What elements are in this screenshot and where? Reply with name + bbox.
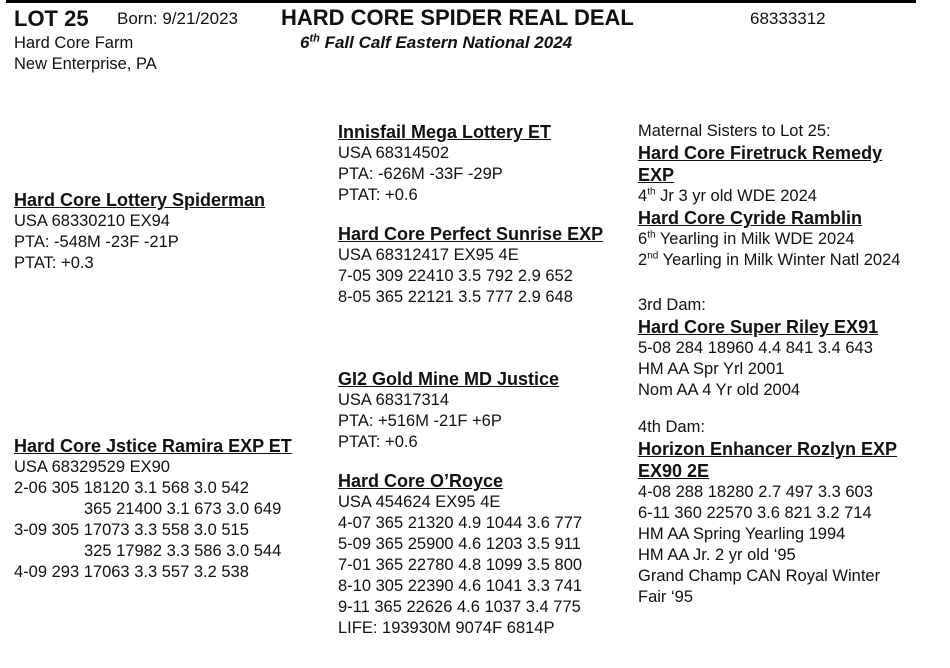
dam-line: 365 21400 3.1 673 3.0 649 [84,500,282,518]
dam-dam-line: 7-01 365 22780 4.8 1099 3.5 800 [338,556,583,574]
dam-dam-line: 4-07 365 21320 4.9 1044 3.6 777 [338,514,583,532]
sire-dam-line: 7-05 309 22410 3.5 792 2.9 652 [338,267,573,285]
dam-dam-line: 9-11 365 22626 4.6 1037 3.4 775 [338,598,581,616]
lot-number: LOT 25 [14,6,89,31]
third-dam-line: 5-08 284 18960 4.4 841 3.4 643 [638,339,873,357]
sire-sire-line: PTAT: +0.6 [338,186,418,204]
dam-dam-line: USA 454624 EX95 4E [338,493,501,511]
registration-number: 68333312 [750,9,826,28]
dam-line: 4-09 293 17063 3.3 557 3.2 538 [14,563,249,581]
sister1-name-cont: EXP [638,165,675,185]
sire-dam-line: USA 68312417 EX95 4E [338,246,519,264]
dam-line: USA 68329529 EX90 [14,458,170,476]
fourth-dam-heading: 4th Dam: [638,418,705,436]
dam-dam-line: 5-09 365 25900 4.6 1203 3.5 911 [338,535,581,553]
fourth-dam-line: HM AA Jr. 2 yr old ‘95 [638,546,796,564]
event-ordinal: 6 [300,33,310,52]
sister2-award: 2nd Yearling in Milk Winter Natl 2024 [638,250,901,269]
sister1-name: Hard Core Firetruck Remedy [638,143,883,163]
maternal-sisters-heading: Maternal Sisters to Lot 25: [638,122,831,140]
maternal-sisters-block [638,121,900,271]
dam-name: Hard Core Jstice Ramira EXP ET [14,436,292,456]
sire-sire-line: USA 68314502 [338,144,450,162]
third-dam-name: Hard Core Super Riley EX91 [638,317,879,337]
sire-dam-line: 8-05 365 22121 3.5 777 2.9 648 [338,288,573,306]
fourth-dam-line: 6-11 360 22570 3.6 821 3.2 714 [638,504,872,522]
sire-line: PTA: -548M -23F -21P [14,233,179,251]
third-dam-block [638,295,878,401]
dam-sire-block [338,368,559,453]
sire-dam-name: Hard Core Perfect Sunrise EXP [338,224,604,244]
sire-name: Hard Core Lottery Spiderman [14,190,266,210]
sire-sire-line: PTA: -626M -33F -29P [338,165,503,183]
animal-name: HARD CORE SPIDER REAL DEAL [281,5,634,30]
sire-sire-block [338,121,551,206]
event-title [300,33,572,53]
farm-name: Hard Core Farm [14,34,134,52]
dam-dam-line: 8-10 305 22390 4.6 1041 3.3 741 [338,577,583,595]
dam-dam-block [338,470,582,639]
fourth-dam-line: Fair ‘95 [638,588,694,606]
fourth-dam-line: HM AA Spring Yearling 1994 [638,525,846,543]
fourth-dam-line: Grand Champ CAN Royal Winter [638,567,881,585]
event-ordinal-suffix: th [309,32,320,45]
dam-dam-name: Hard Core O’Royce [338,471,504,491]
dam-line: 2-06 305 18120 3.1 568 3.0 542 [14,479,249,497]
dam-dam-lifetime: LIFE: 193930M 9074F 6814P [338,619,555,637]
fourth-dam-name: Horizon Enhancer Rozlyn EXP [638,439,898,459]
dam-block [14,435,292,583]
event-name: Fall Calf Eastern National 2024 [319,33,573,52]
dam-sire-name: GI2 Gold Mine MD Justice [338,369,560,389]
fourth-dam-line: 4-08 288 18280 2.7 497 3.3 603 [638,483,873,501]
third-dam-line: HM AA Spr Yrl 2001 [638,360,785,378]
sister1-award: 4th Jr 3 yr old WDE 2024 [638,186,817,205]
sire-sire-name: Innisfail Mega Lottery ET [338,122,552,142]
dam-line: 325 17982 3.3 586 3.0 544 [84,542,282,560]
fourth-dam-block [638,417,897,608]
sire-dam-block [338,223,608,308]
sire-line: USA 68330210 EX94 [14,212,170,230]
sister2-award: 6th Yearling in Milk WDE 2024 [638,229,855,248]
farm-location: New Enterprise, PA [14,55,157,73]
third-dam-heading: 3rd Dam: [638,296,706,314]
third-dam-line: Nom AA 4 Yr old 2004 [638,381,801,399]
birth-date: Born: 9/21/2023 [117,9,238,28]
breeder-block [14,33,157,75]
sire-line: PTAT: +0.3 [14,254,94,272]
sire-block [14,189,265,274]
sister2-name: Hard Core Cyride Ramblin [638,208,863,228]
fourth-dam-name-cont: EX90 2E [638,461,710,481]
dam-line: 3-09 305 17073 3.3 558 3.0 515 [14,521,249,539]
dam-sire-line: PTAT: +0.6 [338,433,418,451]
dam-sire-line: USA 68317314 [338,391,450,409]
dam-sire-line: PTA: +516M -21F +6P [338,412,502,430]
top-rule [6,0,916,3]
